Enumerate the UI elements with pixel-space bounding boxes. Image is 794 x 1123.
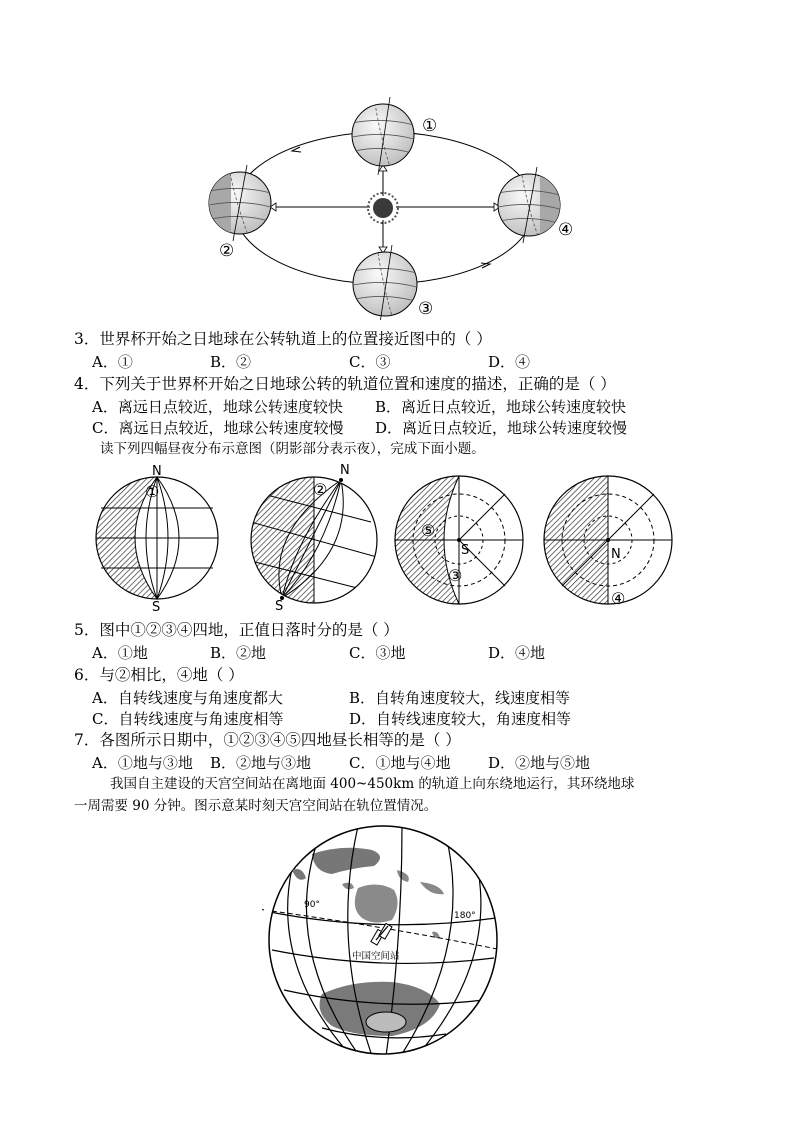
- intro-space-station-line1: 我国自主建设的天宫空间站在离地面 400~450km 的轨道上向东绕地运行，其环绕地球: [110, 776, 635, 792]
- q7-option-d[interactable]: D．②地与⑤地: [488, 754, 591, 772]
- daynight-label-1: ①: [145, 482, 160, 501]
- daynight-label-3: ③: [448, 566, 463, 585]
- q6-option-c[interactable]: C．自转线速度与角速度相等: [92, 710, 284, 728]
- q7-stem: 7．各图所示日期中，①②③④⑤四地昼长相等的是（ ）: [74, 731, 461, 749]
- q4-option-a[interactable]: A．离远日点较近，地球公转速度较快: [92, 398, 343, 416]
- daynight-figure-2: [251, 463, 377, 612]
- daynight-south-2: S: [275, 599, 284, 612]
- daynight-figure-1: [96, 464, 218, 612]
- earth-position-2: [209, 165, 271, 241]
- q4-option-c[interactable]: C．离远日点较近，地球公转速度较慢: [92, 419, 344, 437]
- q6-option-b[interactable]: B．自转角速度较大，线速度相等: [349, 689, 571, 707]
- orbit-label-1: ①: [422, 116, 438, 136]
- q6-option-d[interactable]: D．自转线速度较大，角速度相等: [349, 710, 572, 728]
- australia-landmass: [355, 884, 398, 922]
- orbit-figure: [200, 95, 590, 320]
- orbit-label-3: ③: [418, 299, 434, 319]
- daynight-south-3: S: [461, 543, 470, 558]
- daynight-figure: [95, 462, 695, 612]
- daynight-label-2: ②: [313, 480, 328, 499]
- q4-stem: 4．下列关于世界杯开始之日地球公转的轨道位置和速度的描述，正确的是（ ）: [74, 375, 616, 393]
- daynight-figure-4: [544, 476, 672, 608]
- orbit-label-2: ②: [219, 241, 235, 261]
- q7-option-c[interactable]: C．①地与④地: [349, 754, 451, 772]
- daynight-figure-3: [395, 476, 523, 604]
- daynight-label-4: ④: [611, 589, 626, 608]
- globe-lon-90: 90°: [304, 900, 320, 910]
- daynight-north-1: N: [152, 464, 162, 479]
- intro-daynight: 读下列四幅昼夜分布示意图（阴影部分表示夜），完成下面小题。: [100, 441, 485, 457]
- globe-figure: [262, 822, 502, 1060]
- q7-option-b[interactable]: B．②地与③地: [210, 754, 312, 772]
- q3-option-a[interactable]: A．①: [92, 353, 133, 371]
- q5-stem: 5．图中①②③④四地，正值日落时分的是（ ）: [74, 621, 399, 639]
- earth-position-4: [498, 167, 562, 243]
- earth-position-3: [353, 245, 417, 320]
- intro-space-station-line2: 一周需要 90 分钟。图示意某时刻天宫空间站在轨位置情况。: [74, 798, 438, 814]
- q5-option-c[interactable]: C．③地: [349, 644, 406, 662]
- sun-icon: [368, 193, 398, 223]
- space-station-label: 中国空间站: [352, 951, 400, 962]
- q4-option-b[interactable]: B．离近日点较近，地球公转速度较快: [375, 398, 627, 416]
- earth-position-1: [352, 97, 414, 175]
- q5-option-a[interactable]: A．①地: [92, 644, 148, 662]
- daynight-north-4: N: [611, 547, 621, 562]
- daynight-south-1: S: [152, 600, 161, 612]
- q5-option-b[interactable]: B．②地: [210, 644, 267, 662]
- globe-lon-180: 180°: [454, 911, 476, 921]
- q6-option-a[interactable]: A．自转线速度与角速度都大: [92, 689, 283, 707]
- q6-stem: 6．与②相比，④地（ ）: [74, 666, 244, 684]
- orbit-label-4: ④: [558, 220, 574, 240]
- daynight-north-2: N: [340, 463, 350, 478]
- q3-option-c[interactable]: C．③: [349, 353, 391, 371]
- q4-option-d[interactable]: D．离近日点较近，地球公转速度较慢: [375, 419, 628, 437]
- q3-option-b[interactable]: B．②: [210, 353, 252, 371]
- daynight-label-5: ⑤: [421, 521, 436, 540]
- q3-option-d[interactable]: D．④: [488, 353, 531, 371]
- q7-option-a[interactable]: A．①地与③地: [92, 754, 193, 772]
- q5-option-d[interactable]: D．④地: [488, 644, 546, 662]
- q3-stem: 3．世界杯开始之日地球在公转轨道上的位置接近图中的（ ）: [74, 330, 492, 348]
